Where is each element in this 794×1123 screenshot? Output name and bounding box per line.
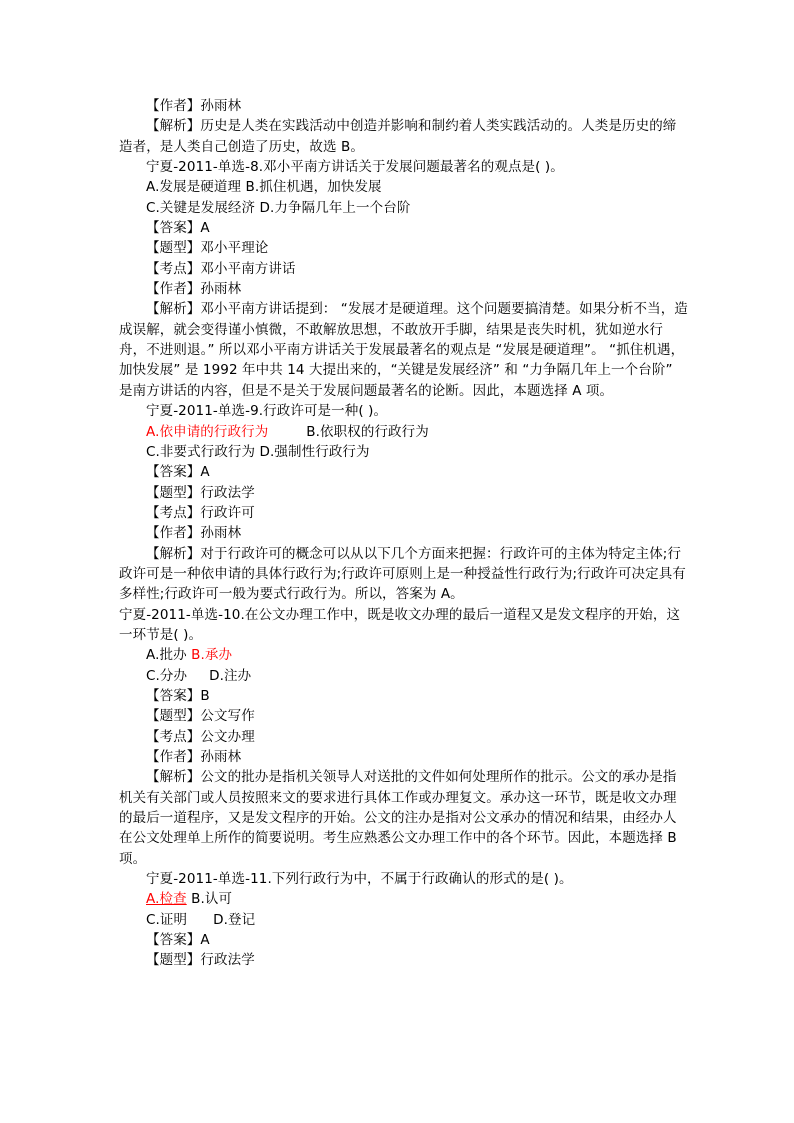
question-8: 宁夏-2011-单选-8.邓小平南方讲话关于发展问题最著名的观点是( )。 <box>146 159 564 176</box>
author-line: 【作者】孙雨林 <box>146 749 242 765</box>
option-a: A.批办 <box>146 647 187 664</box>
option-c: C.关键是发展经济 <box>146 199 256 216</box>
analysis-paragraph: 【解析】邓小平南方讲话提到： “发展才是硬道理。这个问题要搞清楚。如果分析不当，造成误解，就会变得谨小慎微，不敢解放思想，不敢放开手脚，结果是丧失时机，犹如逆水行舟，不进则退。” 所以邓小平南方讲话关于发展最著名的观点是 “发展是硬道理”。 “抓住机遇，加快发展” 是 1992 年中共 14 大提出来的，“关键是发展经济” 和 “力争隔几年上一个台阶” 是南方讲话的内容，但是不是关于发展问题最著名的论断。因此，本题选择 A 项。 <box>119 301 688 399</box>
options-row <box>119 645 689 665</box>
author-line: 【作者】孙雨林 <box>146 281 242 298</box>
point-line: 【考点】公文办理 <box>146 728 255 745</box>
options-row <box>119 422 689 442</box>
option-b: B.抓住机遇，加快发展 <box>245 179 382 196</box>
option-d: D.登记 <box>213 911 256 928</box>
options-row <box>119 666 689 686</box>
options-row <box>119 177 689 197</box>
question-9: 宁夏-2011-单选-9.行政许可是一种( )。 <box>146 403 388 420</box>
option-d: D.注办 <box>209 667 252 684</box>
option-a-correct: A.检查 <box>146 891 187 908</box>
author-line: 【作者】孙雨林 <box>146 98 242 114</box>
type-line: 【题型】行政法学 <box>146 484 255 501</box>
option-b-correct: B.承办 <box>191 647 233 664</box>
options-row <box>119 889 689 909</box>
options-row <box>119 442 689 462</box>
option-c: C.证明 <box>146 911 188 928</box>
point-line: 【考点】行政许可 <box>146 504 255 521</box>
options-row <box>119 198 689 218</box>
option-c: C.非要式行政行为 <box>146 443 256 460</box>
option-b: B.依职权的行政行为 <box>306 423 429 440</box>
option-a-correct: A.依申请的行政行为 <box>146 423 269 440</box>
answer-line: 【答案】A <box>146 464 210 481</box>
type-line: 【题型】邓小平理论 <box>146 240 269 257</box>
option-a: A.发展是硬道理 <box>146 179 242 196</box>
document-page <box>119 96 689 971</box>
analysis-paragraph: 【解析】历史是人类在实践活动中创造并影响和制约着人类实践活动的。人类是历史的缔造者，是人类自己创造了历史，故选 B。 <box>119 118 677 155</box>
answer-line: 【答案】B <box>146 687 210 704</box>
analysis-paragraph: 【解析】公文的批办是指机关领导人对送批的文件如何处理所作的批示。公文的承办是指机关有关部门或人员按照来文的要求进行具体工作或办理复文。承办这一环节，既是收文办理的最后一道程序，又是发文程序的开始。公文的注办是指对公文承办的情况和结果，由经办人在公文处理单上所作的简要说明。考生应熟悉公文办理工作中的各个环节。因此，本题选择 B 项。 <box>119 769 677 867</box>
option-d: D.力争隔几年上一个台阶 <box>259 199 411 216</box>
question-11: 宁夏-2011-单选-11.下列行政行为中，不属于行政确认的形式的是( )。 <box>146 871 573 888</box>
question-10: 宁夏-2011-单选-10.在公文办理工作中，既是收文办理的最后一道程又是发文程序的开始，这一环节是( )。 <box>119 606 681 643</box>
author-line: 【作者】孙雨林 <box>146 525 242 542</box>
analysis-paragraph: 【解析】对于行政许可的概念可以从以下几个方面来把握：行政许可的主体为特定主体;行政许可是一种依申请的具体行政行为;行政许可原则上是一种授益性行政行为;行政许可决定具有多样性;行政许可一般为要式行政行为。所以，答案为 A。 <box>119 545 686 603</box>
option-b: B.认可 <box>191 891 233 908</box>
answer-line: 【答案】A <box>146 220 210 237</box>
point-line: 【考点】邓小平南方讲话 <box>146 260 296 277</box>
options-row <box>119 910 689 930</box>
answer-line: 【答案】A <box>146 932 210 949</box>
option-d: D.强制性行政行为 <box>259 443 370 460</box>
option-c: C.分办 <box>146 667 188 684</box>
type-line: 【题型】行政法学 <box>146 952 255 969</box>
type-line: 【题型】公文写作 <box>146 708 255 725</box>
